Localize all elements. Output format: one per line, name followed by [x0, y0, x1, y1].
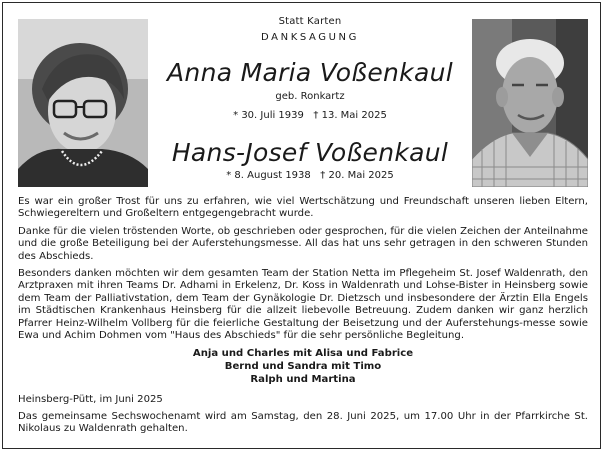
deceased-name-anna: Anna Maria Voßenkaul: [167, 58, 453, 87]
statt-karten-label: Statt Karten: [278, 16, 342, 27]
deceased-name-hans-josef: Hans-Josef Voßenkaul: [171, 138, 449, 167]
life-dates-hans-josef: * 8. August 1938 † 20. Mai 2025: [226, 170, 394, 181]
thanks-paragraph-3: Besonders danken möchten wir dem gesamten Team der Station Netta im Pflegeheim St. Josef Waldenrath, den Arztpraxen mit ihren Teams Dr. Adhami in Erkelenz, Dr. Koss in Waldenrath und Lohse-Bister in Heinsberg sowie dem Team der Palliativstation, dem Team der Gynäkologie Dr. Dietzsch und insbesondere der Ärztin Ella Engels im Städtischen Krankenhaus Heinsberg für die allzeit liebevolle Betreuung. Zudem danken wir ganz herzlich Pfarrer Heinz-Wilhelm Vollberg für die feierliche Gestaltung der Beisetzung und der Auferstehungs-messe sowie Ewa und Achim Dohmen vom "Haus des Abschieds" für die sehr persönliche Begleitung.: [18, 268, 588, 342]
portrait-photo-hans-josef: [472, 19, 588, 187]
danksagung-heading: DANKSAGUNG: [261, 32, 359, 43]
life-dates-anna: * 30. Juli 1939 † 13. Mai 2025: [233, 110, 387, 121]
family-signers: [18, 347, 588, 386]
place-date: Heinsberg-Pütt, im Juni 2025: [18, 394, 163, 405]
signer-line: Ralph und Martina: [250, 374, 356, 385]
thanks-paragraph-1: Es war ein großer Trost für uns zu erfahren, wie viel Wertschätzung und Freundschaft unseren lieben Eltern, Schwiegereltern und Großeltern entgegengebracht wurde.: [18, 196, 588, 220]
portrait-photo-anna: [18, 19, 148, 187]
memorial-mass-notice: Das gemeinsame Sechswochenamt wird am Samstag, den 28. Juni 2025, um 17.00 Uhr in der Pfarrkirche St. Nikolaus zu Waldenrath gehalten.: [18, 411, 588, 435]
maiden-name: geb. Ronkartz: [275, 91, 345, 102]
signer-line: Bernd und Sandra mit Timo: [224, 361, 382, 372]
thanks-paragraph-2: Danke für die vielen tröstenden Worte, ob geschrieben oder gesprochen, für die vielen Zeichen der Anteilnahme und die große Beteiligung bei der Auferstehungsmesse. All das hat uns sehr getragen in den schweren Stunden des Abschieds.: [18, 226, 588, 262]
signer-line: Anja und Charles mit Alisa und Fabrice: [192, 348, 414, 359]
